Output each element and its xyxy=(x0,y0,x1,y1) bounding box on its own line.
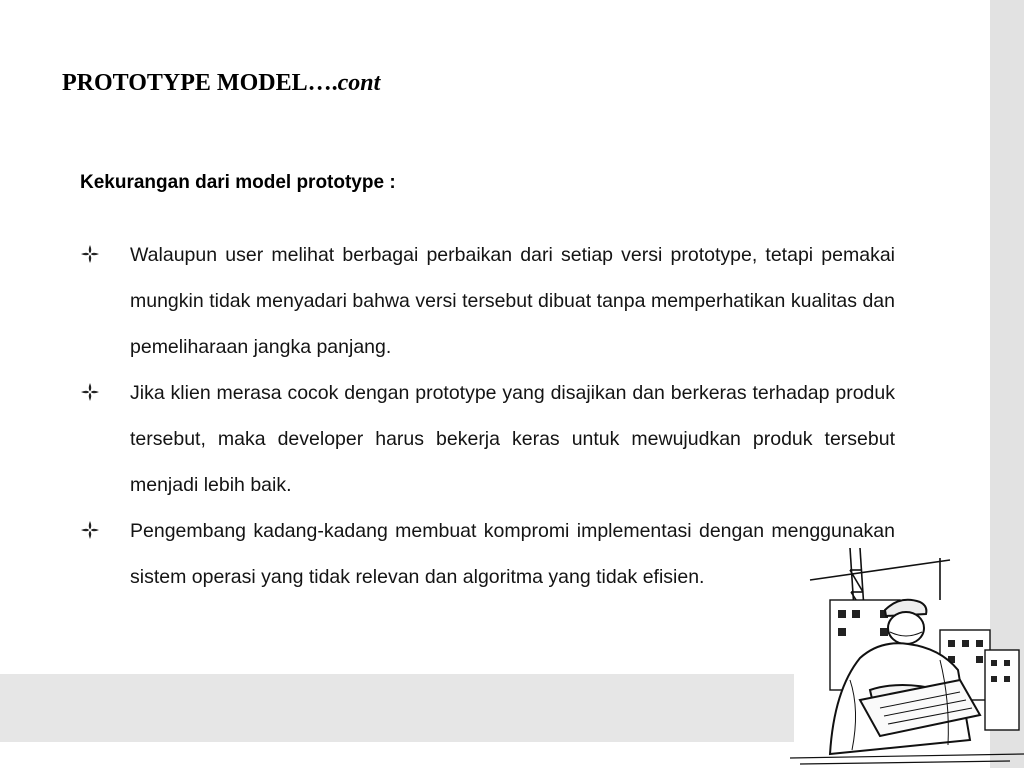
bullet-list xyxy=(80,232,895,600)
bullet-text: Pengembang kadang-kadang membuat kompromi implementasi dengan menggunakan sistem operasi yang tidak relevan dan algoritma yang tidak efisien. xyxy=(130,520,895,588)
diamond-fleuron-icon xyxy=(80,520,100,540)
bullet-item xyxy=(80,508,895,600)
bullet-text: Jika klien merasa cocok dengan prototype yang disajikan dan berkeras terhadap produk tersebut, maka developer harus bekerja keras untuk mewujudkan produk tersebut menjadi lebih baik. xyxy=(130,382,895,496)
diamond-fleuron-icon xyxy=(80,244,100,264)
bullet-item xyxy=(80,370,895,508)
slide-title xyxy=(62,70,380,97)
bullet-item xyxy=(80,232,895,370)
bottom-decor-band xyxy=(0,674,794,742)
construction-worker-illustration xyxy=(790,540,1024,768)
diamond-fleuron-icon xyxy=(80,382,100,402)
bullet-text: Walaupun user melihat berbagai perbaikan dari setiap versi prototype, tetapi pemakai mungkin tidak menyadari bahwa versi tersebut dibuat tanpa memperhatikan kualitas dan pemeliharaan jangka panjang. xyxy=(130,244,895,358)
slide-subtitle: Kekurangan dari model prototype : xyxy=(80,172,396,193)
slide-title-main: PROTOTYPE MODEL…. xyxy=(62,70,338,96)
slide-title-suffix: cont xyxy=(337,70,381,96)
